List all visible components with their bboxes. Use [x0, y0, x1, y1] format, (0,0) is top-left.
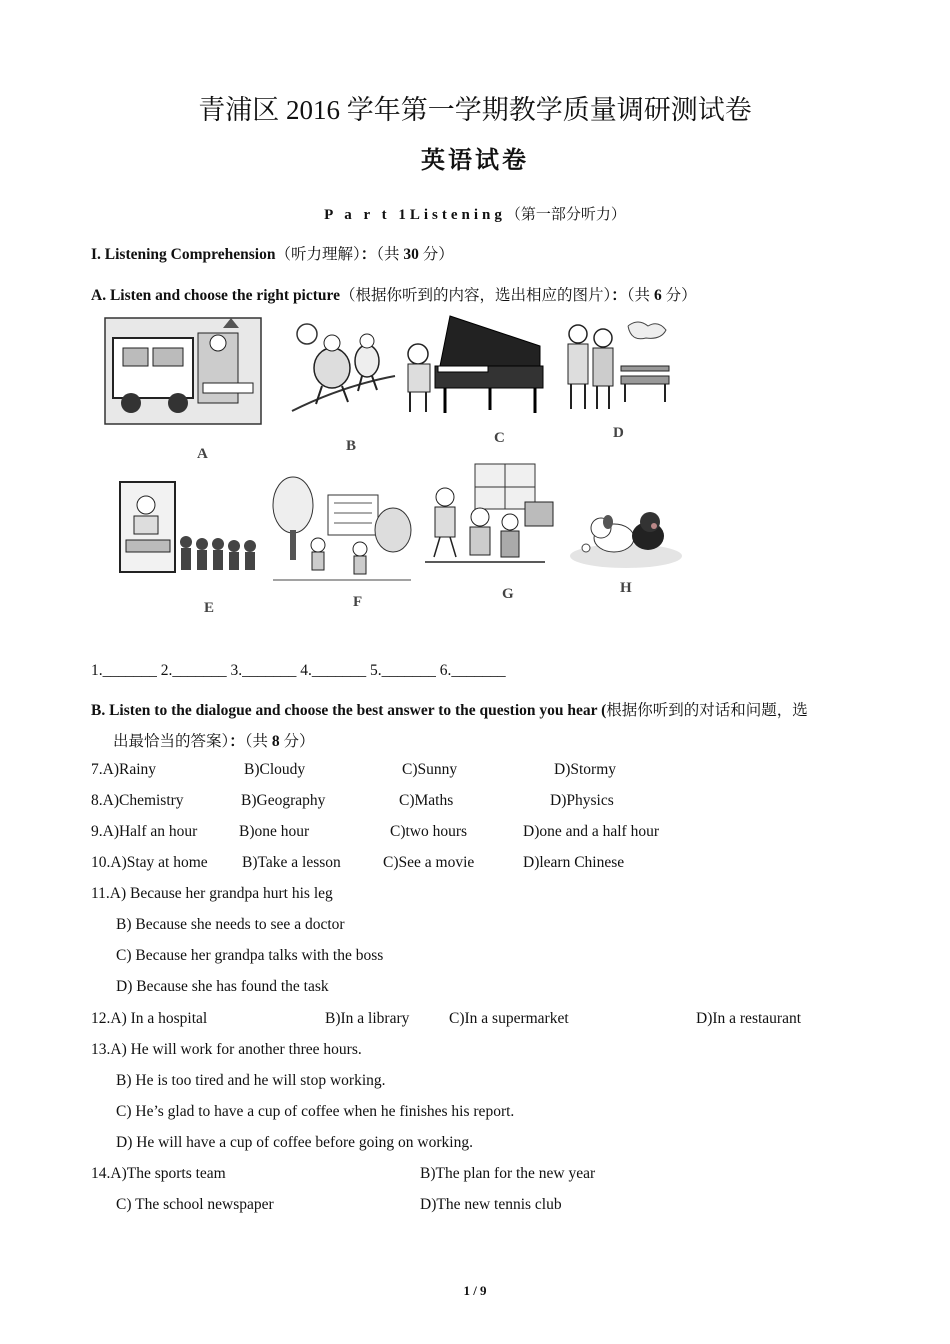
part-label: P a r t 1Listening — [324, 207, 506, 223]
q8-option-d[interactable]: D)Physics — [550, 792, 614, 809]
section-a-score-pre: （共 — [626, 287, 654, 304]
picture-g — [420, 462, 555, 574]
picture-b-label: B — [346, 438, 357, 454]
piano-icon — [400, 306, 548, 418]
section-a-colon: ： — [611, 287, 627, 304]
picture-e-label: E — [204, 600, 215, 616]
section-b-score: 8 — [271, 733, 280, 750]
picture-d — [553, 316, 673, 416]
section-1-score: 30 — [403, 246, 419, 263]
q7-option-a[interactable]: 7.A)Rainy — [91, 761, 157, 778]
exam-subtitle: 英语试卷 — [421, 148, 529, 174]
section-1-heading — [91, 242, 454, 264]
picture-d-label: D — [613, 425, 624, 441]
section-1-colon: ： — [360, 246, 377, 263]
picture-h-label: H — [620, 580, 632, 596]
q7-option-c[interactable]: C)Sunny — [402, 761, 458, 778]
section-1-score-pre: （共 — [376, 246, 404, 263]
answer-blanks[interactable]: 1._______ 2._______ 3._______ 4._______ 5._______ 6._______ — [91, 662, 506, 679]
q9-option-d[interactable]: D)one and a half hour — [523, 823, 660, 840]
q11-option-c[interactable]: C) Because her grandpa talks with the boss — [116, 947, 384, 964]
q12-option-a[interactable]: 12.A) In a hospital — [91, 1010, 208, 1027]
section-1-title-cn: （听力理解） — [275, 246, 361, 263]
cleanup-icon — [268, 475, 413, 585]
q9-option-c[interactable]: C)two hours — [390, 823, 468, 840]
q9-option-a[interactable]: 9.A)Half an hour — [91, 823, 198, 840]
picture-e — [118, 480, 268, 580]
q11-option-b[interactable]: B) Because she needs to see a doctor — [116, 916, 345, 933]
exam-title: 青浦区 2016 学年第一学期教学质量调研测试卷 — [198, 95, 752, 125]
picture-c-label: C — [494, 430, 505, 446]
section-a-title: A. Listen and choose the right picture — [91, 287, 341, 304]
picture-c — [400, 306, 548, 418]
q14-option-b[interactable]: B)The plan for the new year — [420, 1165, 596, 1182]
q11-option-d[interactable]: D) Because she has found the task — [116, 978, 329, 995]
section-b-title-cn-2: 出最恰当的答案） — [113, 733, 230, 750]
puppies-icon — [566, 500, 686, 572]
section-b-heading-line2 — [113, 729, 315, 751]
q7-option-b[interactable]: B)Cloudy — [244, 761, 306, 778]
q9-option-b[interactable]: B)one hour — [239, 823, 310, 840]
page-number: 1 / 9 — [463, 1283, 487, 1298]
picture-a — [103, 308, 263, 428]
q13-option-d[interactable]: D) He will have a cup of coffee before going on working. — [116, 1134, 473, 1151]
q7-option-d[interactable]: D)Stormy — [554, 761, 616, 778]
section-a-score: 6 — [653, 287, 662, 304]
q13-option-c[interactable]: C) He’s glad to have a cup of coffee when he finishes his report. — [116, 1103, 515, 1120]
queue-icon — [118, 480, 268, 580]
q11-option-a[interactable]: 11.A) Because her grandpa hurt his leg — [91, 885, 333, 902]
q13-option-a[interactable]: 13.A) He will work for another three hours. — [91, 1041, 362, 1058]
q14-option-d[interactable]: D)The new tennis club — [420, 1196, 562, 1213]
section-b-colon: ： — [229, 733, 245, 750]
q10-option-c[interactable]: C)See a movie — [383, 854, 475, 871]
section-b-score-pre: （共 — [244, 733, 272, 750]
picture-g-label: G — [502, 586, 514, 602]
section-1-score-post: 分） — [418, 246, 454, 263]
section-b-title-cn: 根据你听到的对话和问题，选 — [606, 702, 808, 719]
picture-f — [268, 475, 413, 585]
section-b-score-post: 分） — [279, 733, 315, 750]
q8-option-b[interactable]: B)Geography — [241, 792, 326, 809]
q10-option-a[interactable]: 10.A)Stay at home — [91, 854, 208, 871]
park-bench-icon — [553, 316, 673, 416]
q10-option-b[interactable]: B)Take a lesson — [242, 854, 341, 871]
ambulance-icon — [103, 308, 263, 428]
part-heading — [0, 203, 950, 224]
q13-option-b[interactable]: B) He is too tired and he will stop working. — [116, 1072, 386, 1089]
q8-option-c[interactable]: C)Maths — [399, 792, 454, 809]
q10-option-d[interactable]: D)learn Chinese — [523, 854, 625, 871]
section-b-heading-line1 — [91, 698, 808, 720]
section-a-score-post: 分） — [661, 287, 697, 304]
part-label-cn: （第一部分听力） — [505, 207, 626, 223]
picture-a-label: A — [197, 446, 208, 462]
picture-b — [287, 316, 397, 416]
picture-f-label: F — [353, 594, 363, 610]
section-b-title: B. Listen to the dialogue and choose the best answer to the question you hear ( — [91, 702, 607, 719]
family-cleaning-icon — [420, 462, 555, 574]
q8-option-a[interactable]: 8.A)Chemistry — [91, 792, 184, 809]
jogging-icon — [287, 316, 397, 416]
section-1-title: I. Listening Comprehension — [91, 246, 276, 263]
section-a-heading — [91, 283, 697, 305]
section-a-title-cn: （根据你听到的内容，选出相应的图片） — [340, 287, 612, 304]
picture-h — [566, 500, 686, 572]
q12-option-c[interactable]: C)In a supermarket — [449, 1010, 569, 1027]
q14-option-a[interactable]: 14.A)The sports team — [91, 1165, 226, 1182]
q12-option-b[interactable]: B)In a library — [325, 1010, 410, 1027]
q12-option-d[interactable]: D)In a restaurant — [696, 1010, 802, 1027]
q14-option-c[interactable]: C) The school newspaper — [116, 1196, 274, 1213]
